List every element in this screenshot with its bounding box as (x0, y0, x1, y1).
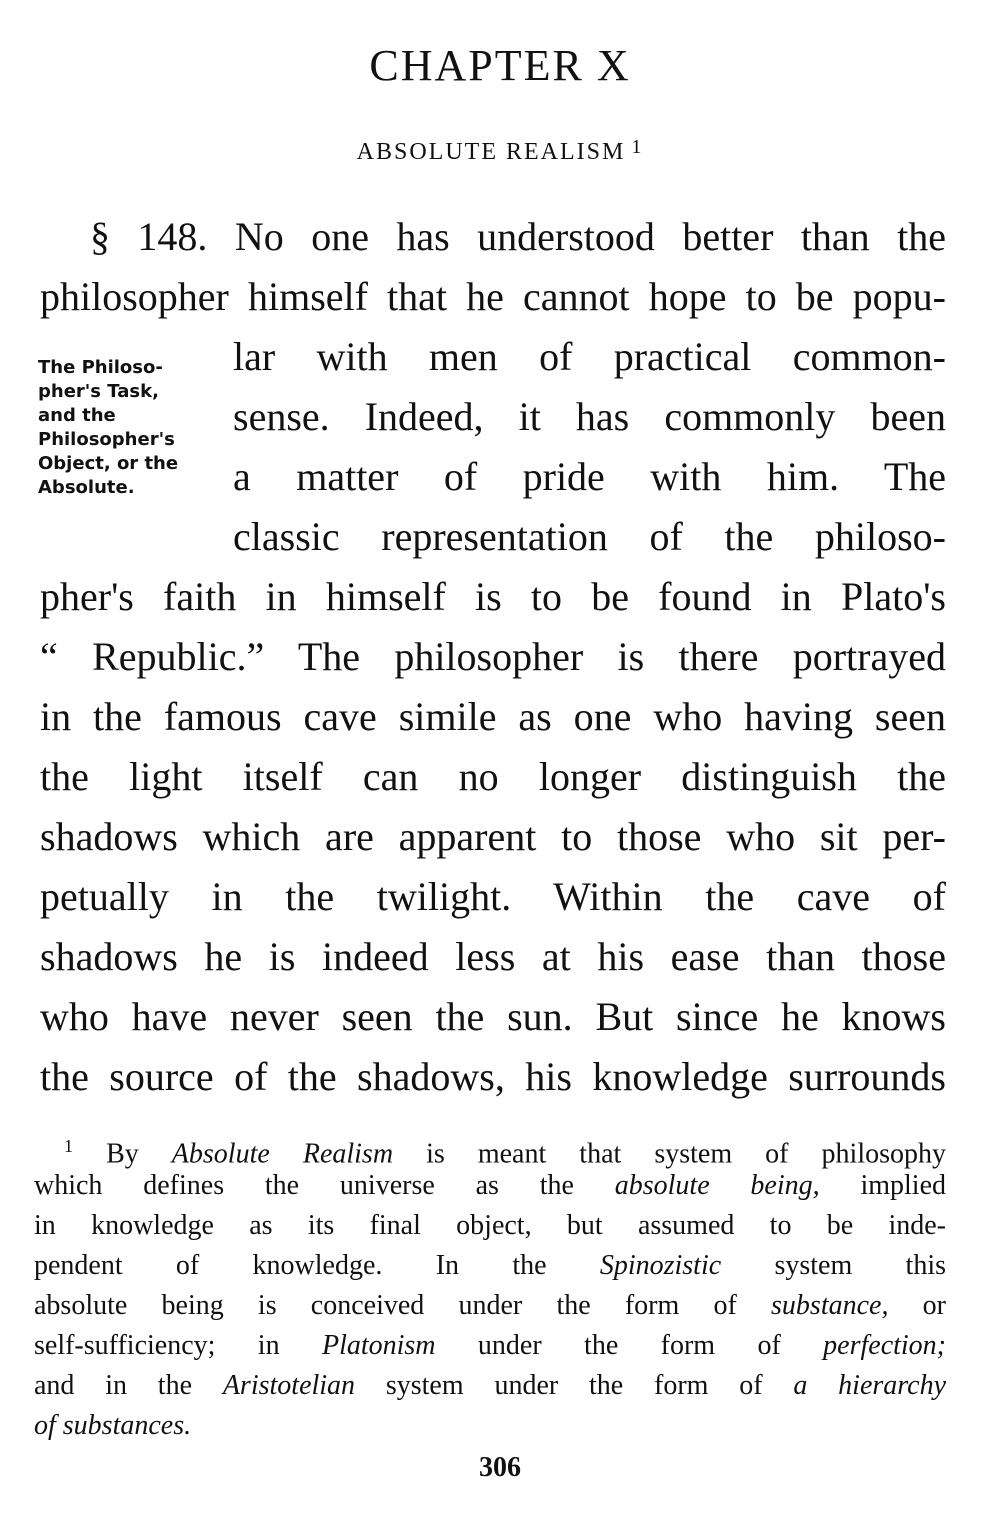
footnote-text: and in the (34, 1370, 223, 1401)
footnote-italic: Absolute Realism (171, 1138, 394, 1170)
body-line: classic representation of the philoso- (233, 514, 946, 559)
footnote-text: is meant that system of philosophy (393, 1138, 946, 1170)
footnote-text: or (888, 1290, 946, 1321)
body-line: who have never seen the sun. But since he knows (40, 994, 946, 1039)
footnote-line (34, 1286, 946, 1326)
footnote-text: By (106, 1138, 172, 1170)
footnote-text: self-sufficiency; in (34, 1330, 322, 1361)
footnote-line (34, 1406, 946, 1446)
body-line: § 148. No one has understood better than the (90, 214, 946, 259)
body-line: sense. Indeed, it has commonly been (233, 394, 946, 439)
footnote-italic: Aristotelian (222, 1370, 356, 1401)
marginal-note-line: Object, or the (38, 453, 179, 474)
footnote-line (34, 1246, 946, 1286)
section-title-text: ABSOLUTE REALISM (356, 139, 626, 165)
marginal-note-line: The Philoso- (38, 357, 163, 378)
chapter-title: CHAPTER X (369, 41, 631, 90)
footnote-line (64, 1126, 946, 1170)
body-line: a matter of pride with him. The (233, 454, 946, 499)
footnote-reference: 1 (631, 136, 644, 158)
footnote-line (34, 1366, 946, 1406)
body-line: in the famous cave simile as one who having seen (40, 694, 946, 739)
body-line: lar with men of practical common- (233, 334, 946, 379)
body-line: “ Republic.” The philosopher is there portrayed (40, 634, 946, 679)
body-line: the light itself can no longer distinguish the (40, 754, 946, 799)
footnote-text: which defines the universe as the (34, 1170, 615, 1201)
marginal-note-line: Philosopher's (38, 429, 175, 450)
body-line: philosopher himself that he cannot hope to be popu- (40, 274, 946, 319)
footnote-text: pendent of knowledge. In the (34, 1250, 600, 1281)
footnote-text: implied (819, 1170, 946, 1201)
footnote-line (34, 1326, 946, 1366)
marginal-note-line: and the (38, 405, 116, 426)
body-line: shadows he is indeed less at his ease than those (40, 934, 946, 979)
footnote-text: under the form of (435, 1330, 824, 1361)
footnote-italic: substance, (771, 1290, 889, 1321)
body-line: the source of the shadows, his knowledge surrounds (40, 1054, 946, 1099)
footnote-text: system under the form of (355, 1370, 794, 1401)
footnote-italic: Platonism (321, 1330, 436, 1361)
footnote-italic: Spinozistic (599, 1250, 722, 1281)
footnote-italic: a hierarchy (793, 1370, 946, 1401)
footnote-marker: 1 (64, 1136, 73, 1156)
footnote-line (34, 1166, 946, 1206)
section-title (0, 136, 1000, 165)
footnote-italic: absolute being, (614, 1170, 820, 1201)
footnote-line: in knowledge as its final object, but assumed to be inde- (34, 1210, 946, 1241)
footnote-text: system this (721, 1250, 946, 1281)
footnote-italic: of substances. (34, 1410, 192, 1441)
marginal-note (38, 356, 228, 500)
body-line: petually in the twilight. Within the cave of (40, 874, 946, 919)
footnote-text: absolute being is conceived under the form of (34, 1290, 772, 1321)
body-line: pher's faith in himself is to be found in Plato's (40, 574, 946, 619)
footnote-italic: perfection; (823, 1330, 946, 1361)
marginal-note-line: Absolute. (38, 477, 135, 498)
page-number: 306 (479, 1452, 521, 1483)
marginal-note-line: pher's Task, (38, 381, 159, 402)
body-line: shadows which are apparent to those who sit per- (40, 814, 946, 859)
